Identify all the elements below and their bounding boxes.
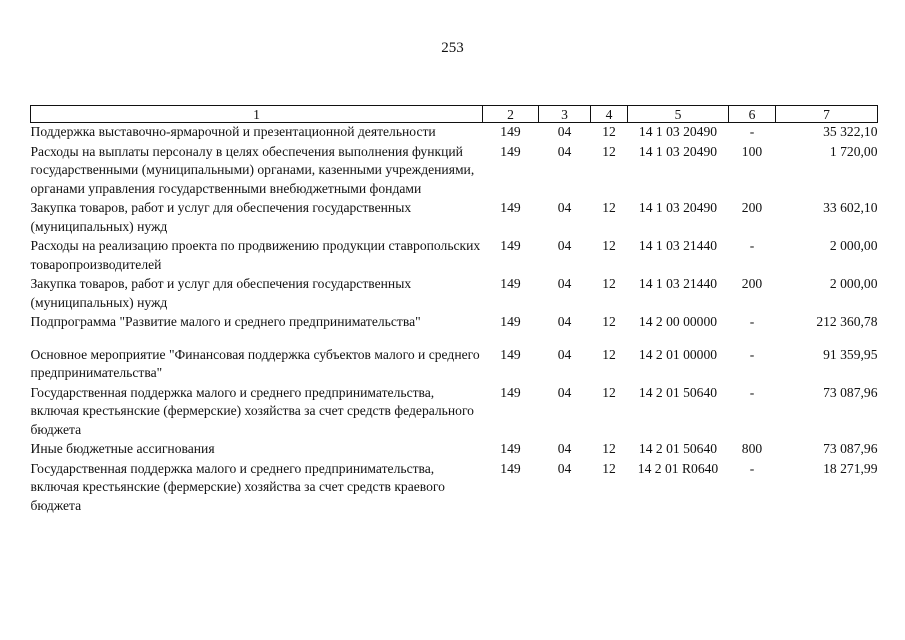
row-type: -: [749, 124, 755, 139]
row-type: -: [749, 384, 755, 400]
row-section: 04: [557, 124, 572, 139]
column-header-6: 6: [729, 106, 776, 123]
row-amount: 73 087,96: [823, 441, 878, 456]
table-row: [31, 384, 878, 441]
row-target: 14 1 03 20490: [638, 143, 718, 159]
row-subsection: 12: [602, 460, 616, 476]
column-header-4: 4: [591, 106, 628, 123]
row-target: 14 1 03 21440: [638, 238, 718, 253]
row-type: 200: [741, 276, 763, 291]
row-amount: 212 360,78: [816, 314, 878, 329]
table-row: [31, 346, 878, 384]
row-type: -: [749, 314, 755, 329]
row-ministry: 149: [500, 200, 521, 215]
table-row: [31, 143, 878, 200]
row-subsection: 12: [602, 124, 616, 139]
column-header-1: 1: [31, 106, 483, 123]
header-row: [31, 106, 878, 123]
row-subsection: 12: [602, 143, 616, 159]
row-amount: 35 322,10: [823, 124, 878, 139]
table-row: [31, 460, 878, 517]
row-target: 14 2 01 50640: [638, 384, 718, 400]
table-row: [31, 275, 878, 313]
row-subsection: 12: [602, 441, 616, 456]
table-row: [31, 313, 878, 346]
row-amount: 33 602,10: [823, 200, 878, 215]
column-header-2: 2: [483, 106, 539, 123]
row-section: 04: [557, 346, 572, 362]
row-ministry: 149: [500, 276, 521, 291]
row-type: -: [749, 238, 755, 253]
row-subsection: 12: [602, 276, 616, 291]
row-amount: 91 359,95: [823, 346, 878, 362]
row-subsection: 12: [602, 384, 616, 400]
row-ministry: 149: [500, 238, 521, 253]
row-ministry: 149: [500, 124, 521, 139]
row-name: Расходы на реализацию проекта по продвижению продукции ставропольских товаропроизводителей: [30, 238, 481, 272]
table-row: [31, 440, 878, 460]
row-ministry: 149: [500, 143, 521, 159]
row-section: 04: [557, 314, 572, 329]
table-row: [31, 123, 878, 143]
row-type: 200: [741, 200, 763, 215]
row-type: -: [749, 460, 755, 476]
row-target: 14 2 01 50640: [638, 441, 718, 456]
row-name: Расходы на выплаты персоналу в целях обеспечения выполнения функций государственными (муниципальными) органами, казенными учреждениями, органами управления государственными внебюджетными фондами: [30, 143, 475, 196]
row-amount: 2 000,00: [829, 276, 878, 291]
row-amount: 2 000,00: [829, 238, 878, 253]
row-target: 14 1 03 21440: [638, 276, 718, 291]
row-section: 04: [557, 238, 572, 253]
column-header-3: 3: [539, 106, 591, 123]
row-section: 04: [557, 441, 572, 456]
row-name: Государственная поддержка малого и среднего предпринимательства, включая крестьянские (фермерские) хозяйства за счет средств краевого бюджета: [30, 460, 445, 513]
row-ministry: 149: [500, 460, 521, 476]
row-type: 800: [741, 441, 763, 456]
row-name: Подпрограмма "Развитие малого и среднего предпринимательства": [30, 314, 421, 329]
row-subsection: 12: [602, 200, 616, 215]
budget-table: [30, 105, 878, 516]
row-type: 100: [741, 143, 763, 159]
row-ministry: 149: [500, 346, 521, 362]
row-type: -: [749, 346, 755, 362]
row-amount: 1 720,00: [829, 143, 878, 159]
row-target: 14 2 01 00000: [638, 346, 718, 362]
row-section: 04: [557, 460, 572, 476]
row-amount: 18 271,99: [823, 460, 878, 476]
row-target: 14 2 01 R0640: [637, 460, 719, 476]
row-ministry: 149: [500, 441, 521, 456]
row-ministry: 149: [500, 384, 521, 400]
row-target: 14 2 00 00000: [638, 314, 718, 329]
row-section: 04: [557, 276, 572, 291]
page-number: 253: [441, 40, 464, 56]
row-target: 14 1 03 20490: [638, 124, 718, 139]
row-section: 04: [557, 200, 572, 215]
row-name: Поддержка выставочно-ярмарочной и презентационной деятельности: [30, 124, 436, 139]
row-section: 04: [557, 143, 572, 159]
column-header-7: 7: [776, 106, 878, 123]
row-name: Основное мероприятие "Финансовая поддержка субъектов малого и среднего предпринимательства": [30, 346, 480, 380]
row-name: Закупка товаров, работ и услуг для обеспечения государственных (муниципальных) нужд: [30, 276, 412, 310]
column-header-5: 5: [628, 106, 729, 123]
row-target: 14 1 03 20490: [638, 200, 718, 215]
table-row: [31, 199, 878, 237]
table-row: [31, 237, 878, 275]
row-name: Государственная поддержка малого и среднего предпринимательства, включая крестьянские (фермерские) хозяйства за счет средств федерального бюджета: [30, 384, 474, 437]
row-amount: 73 087,96: [823, 384, 878, 400]
row-ministry: 149: [500, 314, 521, 329]
row-name: Закупка товаров, работ и услуг для обеспечения государственных (муниципальных) нужд: [30, 200, 412, 234]
row-name: Иные бюджетные ассигнования: [30, 441, 215, 456]
row-subsection: 12: [602, 238, 616, 253]
row-section: 04: [557, 384, 572, 400]
row-subsection: 12: [602, 346, 616, 362]
row-subsection: 12: [602, 314, 616, 329]
